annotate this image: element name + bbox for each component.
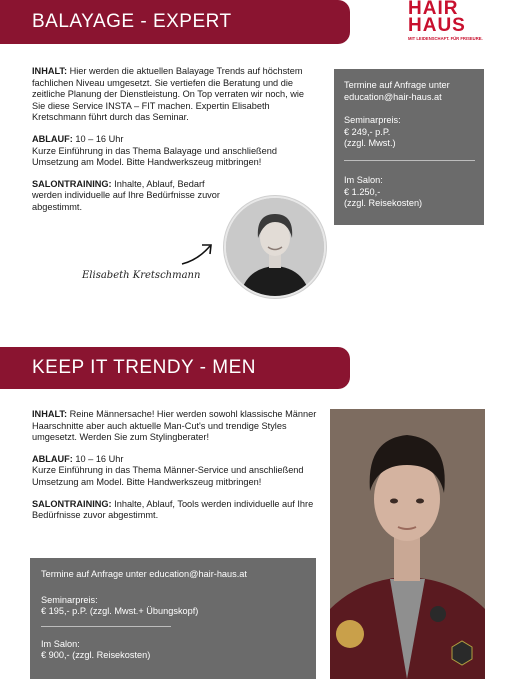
salontraining-text: Inhalte, Ablauf, Tools werden individuelle auf Ihre Bedürfnisse zuvor abgestimmt. xyxy=(32,498,314,521)
hair-haus-logo xyxy=(408,0,488,41)
ablauf-paragraph xyxy=(32,134,318,169)
ablauf-text: Kurze Einführung in das Thema Männer-Service und anschließend Umsetzung am Model. Bitte Handwerkszeug mitbringen! xyxy=(32,465,304,487)
salon-value: € 900,- (zzgl. Reisekosten) xyxy=(41,650,151,661)
inhalt-text: Reine Männersache! Hier werden sowohl klassische Männer Haarschnitte aber auch aktuelle Man-Cut's und trendige Styles umgesetzt. Werden Sie zum Stylingberater! xyxy=(32,409,317,443)
ablauf-text: Kurze Einführung in das Thema Balayage und anschließend Umsetzung am Model. Bitte Handwerkszeug mitbringen! xyxy=(32,145,277,168)
arrow-icon xyxy=(180,240,220,270)
pricing-box-balayage xyxy=(334,69,484,225)
inhalt-label: INHALT: xyxy=(32,409,68,419)
section-banner-balayage xyxy=(0,0,350,44)
salontraining-paragraph xyxy=(32,179,222,214)
logo-line-2: HAUS xyxy=(408,15,466,36)
inhalt-paragraph xyxy=(32,66,318,124)
price-value: € 249,- p.P. xyxy=(344,126,391,137)
section-title: KEEP IT TRENDY - MEN xyxy=(32,357,256,378)
pricing-box-men xyxy=(30,558,316,679)
salon-note: (zzgl. Reisekosten) xyxy=(344,198,423,209)
price-label: Seminarpreis: xyxy=(41,594,98,605)
inhalt-paragraph xyxy=(32,409,318,444)
ablauf-label: ABLAUF: xyxy=(32,453,73,464)
logo-tagline: MIT LEIDENSCHAFT. FÜR FRISEURE. xyxy=(408,36,483,41)
price-label: Seminarpreis: xyxy=(344,115,401,126)
salontraining-label: SALONTRAINING: xyxy=(32,178,112,189)
price-value: € 195,- p.P. (zzgl. Mwst.+ Übungskopf) xyxy=(41,606,199,617)
salontraining-paragraph xyxy=(32,499,318,522)
portrait-illustration xyxy=(226,198,324,296)
termine-text: Termine auf Anfrage unter education@hair-haus.at xyxy=(41,569,247,579)
ablauf-time: 10 – 16 Uhr xyxy=(72,133,124,144)
portrait-photo-trainer xyxy=(224,196,326,298)
model-illustration xyxy=(330,409,485,679)
ablauf-time: 10 – 16 Uhr xyxy=(72,453,124,464)
model-photo xyxy=(330,409,485,679)
section-banner-men xyxy=(0,347,350,389)
price-note: (zzgl. Mwst.) xyxy=(344,138,396,149)
salon-label: Im Salon: xyxy=(344,174,383,185)
salon-label: Im Salon: xyxy=(41,638,80,649)
section-title: BALAYAGE - EXPERT xyxy=(32,11,232,32)
logo-line-1: HAIR xyxy=(408,0,459,19)
termine-text: Termine auf Anfrage unter education@hair-haus.at xyxy=(344,80,450,102)
ablauf-label: ABLAUF: xyxy=(32,133,73,144)
inhalt-label: INHALT: xyxy=(32,66,68,76)
salontraining-label: SALONTRAINING: xyxy=(32,498,112,509)
ablauf-paragraph xyxy=(32,454,318,489)
salon-value: € 1.250,- xyxy=(344,186,381,197)
salontraining-text: Inhalte, Ablauf, Bedarf werden individuelle auf Ihre Bedürfnisse zuvor abgestimmt. xyxy=(32,178,220,212)
signature: Elisabeth Kretschmann xyxy=(82,270,201,281)
section-body-men xyxy=(32,409,318,532)
inhalt-text: Hier werden die aktuellen Balayage Trends auf höchstem fachlichen Niveau umgesetzt. Sie vertiefen die Beratung und die zeitliche Planung der Dienstleistung. On Top verraten wir noch, wie Sie diese Service INSTA – FIT machen. Expertin Elisabeth Kretschmann führt durch das Seminar. xyxy=(32,66,305,123)
